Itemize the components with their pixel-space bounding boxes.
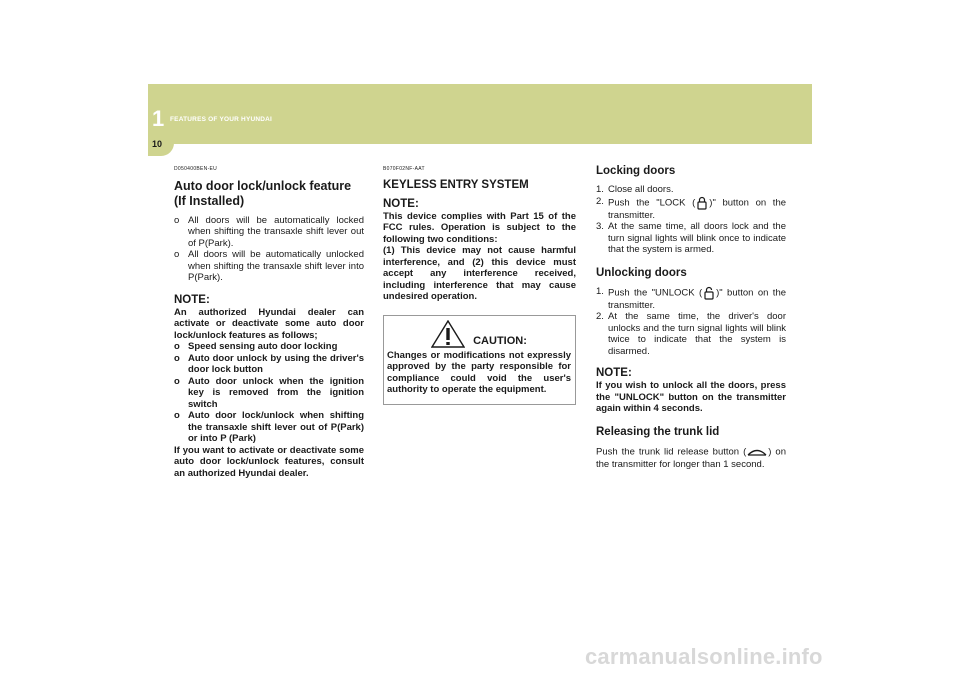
caution-text: Changes or modifications not expressly approved by the party responsible for compliance could void the user's authority to operate the equipment. xyxy=(387,349,571,395)
note-text: This device complies with Part 15 of the FCC rules. Operation is subject to the following two conditions: xyxy=(383,210,576,245)
trunk-text: Push the trunk lid release button ( ) on the transmitter for longer than 1 second. xyxy=(596,446,787,470)
note-list-item: o Auto door lock/unlock when shifting the transaxle shift lever out of P(Park) or into P (Park) xyxy=(174,410,364,444)
note-text-conditions: (1) This device may not cause harmful interference, and (2) this device must accept any interference received, including interference that may cause undesired operation. xyxy=(383,245,576,302)
note-outro: If you want to activate or deactivate some auto door lock/unlock features, consult an authorized Hyundai dealer. xyxy=(174,444,364,479)
note-heading: NOTE: xyxy=(596,367,632,379)
chapter-header-band xyxy=(148,84,812,144)
section-title: Auto door lock/unlock feature (If Installed) xyxy=(174,178,352,208)
note-intro: An authorized Hyundai dealer can activate or deactivate some auto door lock/unlock features as follows; xyxy=(174,306,364,341)
list-item: 2. At the same time, the driver's door unlocks and the turn signal lights will blink twice to indicate that the system is disarmed. xyxy=(596,311,786,357)
trunk-key-icon xyxy=(746,445,768,459)
trunk-heading: Releasing the trunk lid xyxy=(596,425,720,438)
section-code: D050400BEN-EU xyxy=(174,166,218,172)
note-heading: NOTE: xyxy=(174,293,210,306)
list-item: 2. Push the "LOCK ( )" button on the transmitter. xyxy=(596,195,787,221)
unlocking-heading: Unlocking doors xyxy=(596,266,687,279)
note-list-item: o Auto door unlock by using the driver's door lock button xyxy=(174,352,364,375)
lock-key-icon xyxy=(695,196,709,210)
column-keyless-entry xyxy=(383,160,576,405)
list-item: o All doors will be automatically unlocked when shifting the transaxle shift lever into P(Park). xyxy=(174,249,364,283)
note-list-item: o Speed sensing auto door locking xyxy=(174,341,338,352)
watermark: carmanualsonline.info xyxy=(585,644,823,669)
list-item: 1. Close all doors. xyxy=(596,184,674,195)
locking-heading: Locking doors xyxy=(596,165,676,177)
list-item: 3. At the same time, all doors lock and the turn signal lights will blink once to indicate that the system is armed. xyxy=(596,221,786,255)
bullet-marker: o xyxy=(174,249,180,260)
chapter-title: FEATURES OF YOUR HYUNDAI xyxy=(170,116,273,123)
list-item: o All doors will be automatically locked when shifting the transaxle shift lever out of P(Park). xyxy=(174,214,364,249)
list-item: 1. Push the "UNLOCK ( )" button on the transmitter. xyxy=(596,285,787,311)
caution-box xyxy=(383,315,576,405)
warning-triangle-icon xyxy=(431,320,465,348)
column-auto-door-lock xyxy=(174,160,364,479)
bullet-marker: o xyxy=(174,214,180,226)
page-number: 10 xyxy=(152,139,163,149)
column-keyless-operation xyxy=(596,160,786,470)
note-list-item: o Auto door unlock when the ignition key is removed from the ignition switch xyxy=(174,375,364,410)
caution-label: CAUTION: xyxy=(473,335,527,347)
section-title: KEYLESS ENTRY SYSTEM xyxy=(383,178,529,191)
note-text: If you wish to unlock all the doors, press the "UNLOCK" button on the transmitter again within 4 seconds. xyxy=(596,380,786,414)
section-code: B070F02NF-AAT xyxy=(383,166,425,172)
note-heading: NOTE: xyxy=(383,197,419,210)
unlock-key-icon xyxy=(702,286,716,300)
chapter-number: 1 xyxy=(152,106,165,131)
